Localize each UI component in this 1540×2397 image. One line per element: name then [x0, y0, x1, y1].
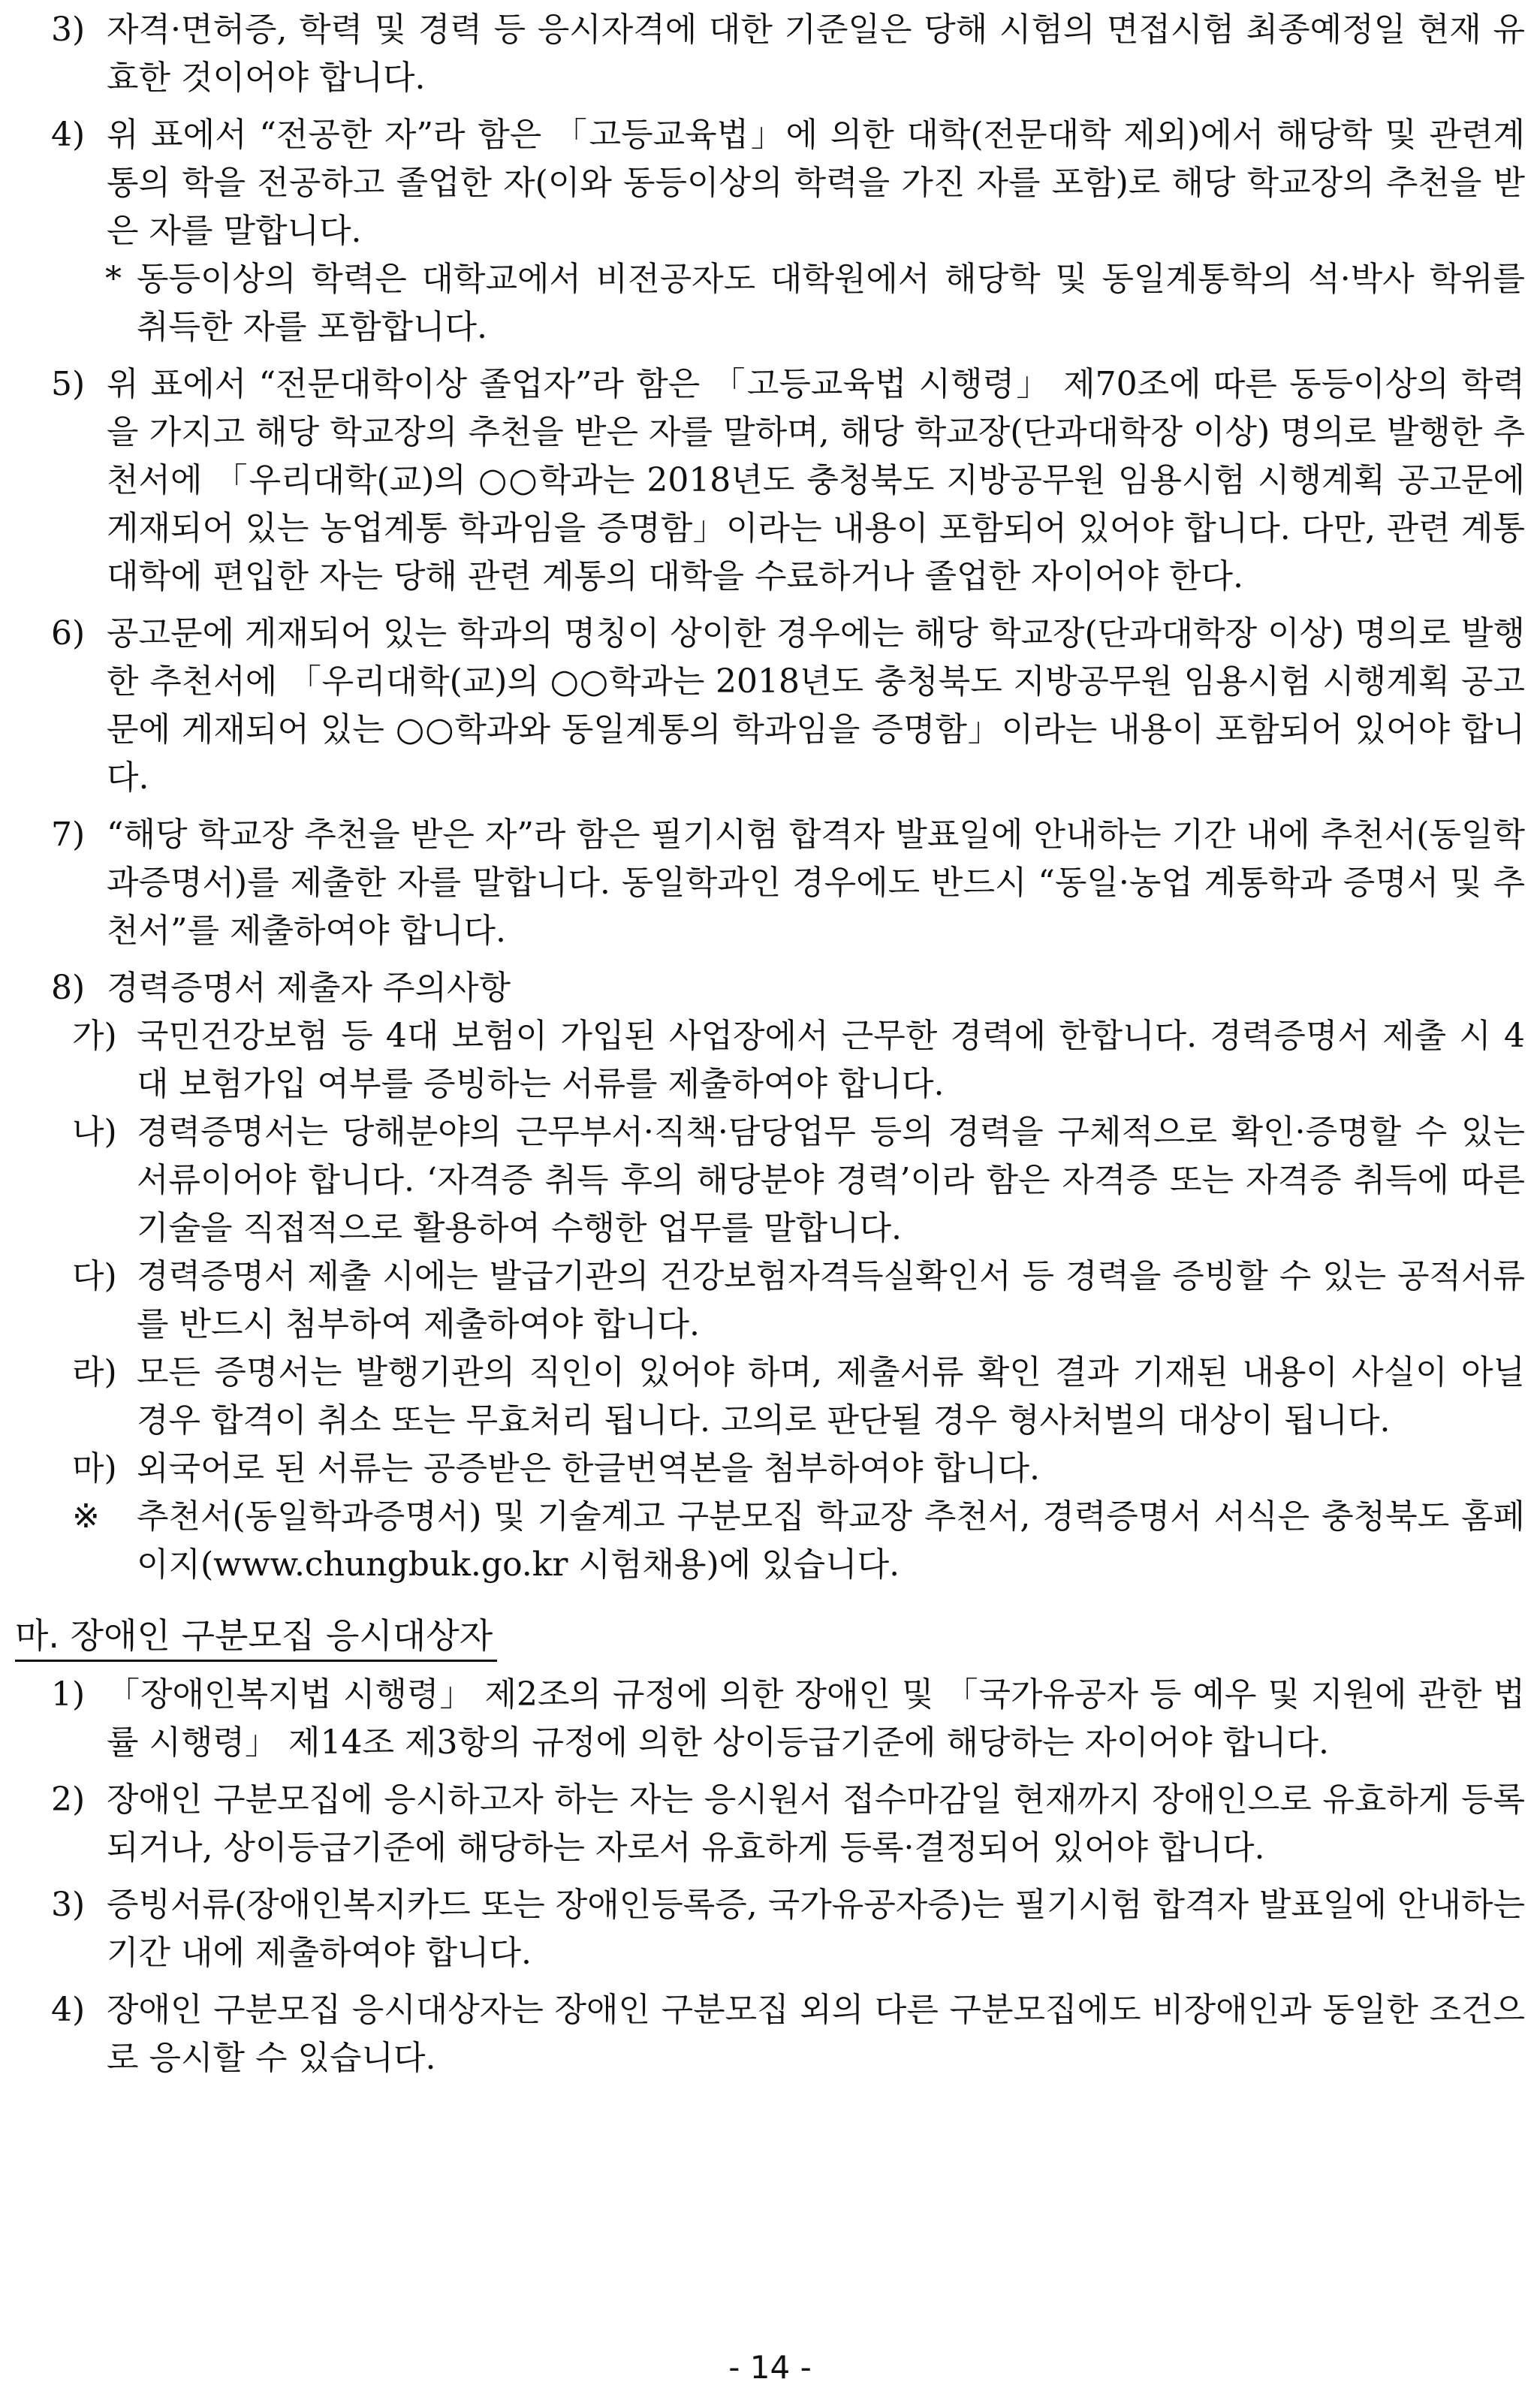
sub-item-ga [72, 1012, 1525, 1108]
list-item-3 [51, 6, 1525, 102]
item-number: 1) [51, 1675, 86, 1714]
item-number: 4) [51, 1991, 86, 2029]
sub-item-marker: 나) [72, 1113, 117, 1151]
item-number: 2) [51, 1780, 86, 1819]
section-item-2 [51, 1776, 1525, 1872]
item-number: 7) [51, 816, 86, 854]
item-number: 4) [51, 116, 86, 154]
sub-item-ma [72, 1445, 1525, 1493]
list-item-6 [51, 610, 1525, 802]
sub-item-marker: 라) [72, 1353, 117, 1391]
sub-item-na [72, 1108, 1525, 1253]
item-number: 6) [51, 614, 86, 653]
list-item-5 [51, 360, 1525, 601]
sub-item-text: 경력증명서는 당해분야의 근무부서·직책·담당업무 등의 경력을 구체적으로 확인·증명할 수 있는 서류이어야 합니다. ‘자격증 취득 후의 해당분야 경력’이라 함은 자격증 또는 자격증 취득에 따른 기술을 직접적으로 활용하여 수행한 업무를 말합니다. [137, 1113, 1525, 1247]
section-item-4 [51, 1986, 1525, 2082]
sub-item-marker: 가) [72, 1017, 117, 1055]
section-item-1 [51, 1671, 1525, 1767]
sub-item-text: 경력증명서 제출 시에는 발급기관의 건강보험자격득실확인서 등 경력을 증빙할 수 있는 공적서류를 반드시 첨부하여 제출하여야 합니다. [137, 1257, 1525, 1343]
item-number: 5) [51, 365, 86, 403]
item-text: 장애인 구분모집에 응시하고자 하는 자는 응시원서 접수마감일 현재까지 장애인으로 유효하게 등록되거나, 상이등급기준에 해당하는 자로서 유효하게 등록·결정되어 있어야 합니다. [107, 1780, 1525, 1867]
item-number: 3) [51, 1886, 86, 1924]
note-text: 동등이상의 학력은 대학교에서 비전공자도 대학원에서 해당학 및 동일계통학의 석·박사 학위를 취득한 자를 포함합니다. [137, 260, 1525, 346]
list-item-4 [51, 111, 1525, 255]
reference-note [72, 1493, 1525, 1589]
item-text: 위 표에서 “전공한 자”라 함은 「고등교육법」에 의한 대학(전문대학 제외)에서 해당학 및 관련계통의 학을 전공하고 졸업한 자(이와 동등이상의 학력을 가진 자를 포함)로 해당 학교장의 추천을 받은 자를 말합니다. [107, 116, 1525, 250]
reference-marker: ※ [72, 1497, 100, 1536]
item-text: 증빙서류(장애인복지카드 또는 장애인등록증, 국가유공자증)는 필기시험 합격자 발표일에 안내하는 기간 내에 제출하여야 합니다. [107, 1886, 1525, 1972]
sub-item-marker: 다) [72, 1257, 117, 1295]
sub-item-ra [72, 1349, 1525, 1445]
reference-text: 추천서(동일학과증명서) 및 기술계고 구분모집 학교장 추천서, 경력증명서 서식은 충청북도 홈페이지(www.chungbuk.go.kr 시험채용)에 있습니다. [137, 1497, 1525, 1584]
item-number: 8) [51, 969, 86, 1007]
sub-item-marker: 마) [72, 1449, 117, 1488]
item-text: 경력증명서 제출자 주의사항 [107, 969, 511, 1007]
item-text: 공고문에 게재되어 있는 학과의 명칭이 상이한 경우에는 해당 학교장(단과대학장 이상) 명의로 발행한 추천서에 「우리대학(교)의 ○○학과는 2018년도 충청북도 지방공무원 임용시험 시행계획 공고문에 게재되어 있는 ○○학과와 동일계통의 학과임을 증명함」이라는 내용이 포함되어 있어야 합니다. [107, 614, 1525, 797]
item-text: “해당 학교장 추천을 받은 자”라 함은 필기시험 합격자 발표일에 안내하는 기간 내에 추천서(동일학과증명서)를 제출한 자를 말합니다. 동일학과인 경우에도 반드시 “동일·농업 계통학과 증명서 및 추천서”를 제출하여야 합니다. [107, 816, 1525, 950]
item-text: 「장애인복지법 시행령」 제2조의 규정에 의한 장애인 및 「국가유공자 등 예우 및 지원에 관한 법률 시행령」 제14조 제3항의 규정에 의한 상이등급기준에 해당하는 자이어야 합니다. [107, 1675, 1525, 1762]
section-heading: 마. 장애인 구분모집 응시대상자 [15, 1612, 497, 1662]
list-item-7 [51, 811, 1525, 955]
note-marker: * [105, 260, 122, 298]
sub-item-text: 외국어로 된 서류는 공증받은 한글번역본을 첨부하여야 합니다. [137, 1449, 1041, 1488]
page-number: - 14 - [728, 2349, 812, 2386]
requirements-block [15, 6, 1525, 2082]
sub-item-text: 모든 증명서는 발행기관의 직인이 있어야 하며, 제출서류 확인 결과 기재된 내용이 사실이 아닐 경우 합격이 취소 또는 무효처리 됩니다. 고의로 판단될 경우 형사처벌의 대상이 됩니다. [137, 1353, 1525, 1440]
item-number: 3) [51, 11, 86, 49]
list-item-8 [51, 964, 1525, 1012]
item-text: 위 표에서 “전문대학이상 졸업자”라 함은 「고등교육법 시행령」 제70조에 따른 동등이상의 학력을 가지고 해당 학교장의 추천을 받은 자를 말하며, 해당 학교장(단과대학장 이상) 명의로 발행한 추천서에 「우리대학(교)의 ○○학과는 2018년도 충청북도 지방공무원 임용시험 시행계획 공고문에 게재되어 있는 농업계통 학과임을 증명함」이라는 내용이 포함되어 있어야 합니다. 다만, 관련 계통 대학에 편입한 자는 당해 관련 계통의 대학을 수료하거나 졸업한 자이어야 한다. [107, 365, 1525, 595]
sub-item-text: 국민건강보험 등 4대 보험이 가입된 사업장에서 근무한 경력에 한합니다. 경력증명서 제출 시 4대 보험가입 여부를 증빙하는 서류를 제출하여야 합니다. [137, 1017, 1525, 1103]
item-text: 장애인 구분모집 응시대상자는 장애인 구분모집 외의 다른 구분모집에도 비장애인과 동일한 조건으로 응시할 수 있습니다. [107, 1991, 1525, 2077]
section-item-3 [51, 1881, 1525, 1977]
sub-item-da [72, 1253, 1525, 1349]
item-text: 자격·면허증, 학력 및 경력 등 응시자격에 대한 기준일은 당해 시험의 면접시험 최종예정일 현재 유효한 것이어야 합니다. [107, 11, 1525, 97]
note-item [105, 255, 1525, 351]
